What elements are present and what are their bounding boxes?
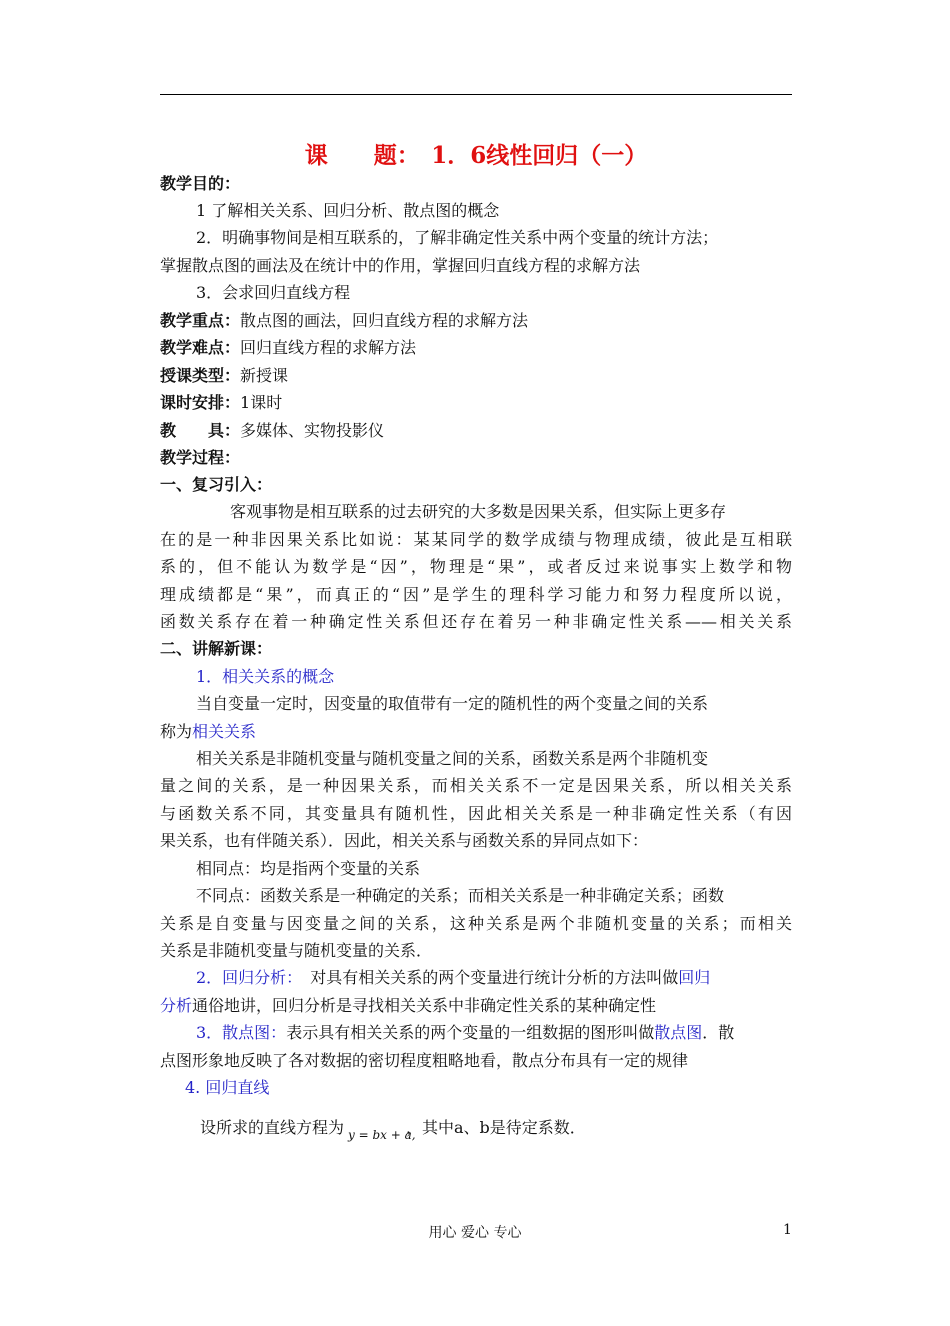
lesson-type-row <box>160 366 288 386</box>
explain-para-line: 果关系，也有伴随关系）．因此，相关关系与函数关系的异同点如下： <box>160 831 649 850</box>
definition-line: 当自变量一定时，因变量的取值带有一定的随机性的两个变量之间的关系 <box>196 694 709 713</box>
lesson-type-label: 授课类型： <box>160 366 241 385</box>
objective-1: 1 了解相关关系、回归分析、散点图的概念 <box>196 201 500 220</box>
explain-para-line: 量之间的关系，是一种因果关系，而相关关系不一定是因果关系，所以相关关系 <box>160 776 792 795</box>
review-para-line: 在的是一种非因果关系比如说：某某同学的数学成绩与物理成绩，彼此是互相联 <box>160 530 792 549</box>
objective-3: 3．会求回归直线方程 <box>196 283 351 302</box>
definition-line <box>160 722 256 742</box>
regression-analysis-line <box>196 968 710 988</box>
schedule-label: 课时安排： <box>160 393 241 412</box>
header-rule <box>160 94 792 95</box>
difference-line: 关系是自变量与因变量之间的关系，这种关系是两个非随机变量的关系；而相关 <box>160 914 792 933</box>
regression-analysis-text: 通俗地讲，回归分析是寻找相关关系中非确定性关系的某种确定性 <box>192 996 657 1015</box>
difference-line: 不同点：函数关系是一种确定的关系；而相关关系是一种非确定关系；函数 <box>196 886 725 905</box>
similarity-line: 相同点：均是指两个变量的关系 <box>196 859 421 878</box>
difference-line: 关系是非随机变量与随机变量的关系． <box>160 941 433 960</box>
regression-formula <box>344 1113 416 1142</box>
subsection-3-title: 3．散点图： <box>196 1023 287 1042</box>
subsection-2-title: 2．回归分析： <box>196 968 295 987</box>
term-analysis: 分析 <box>160 996 193 1015</box>
equation-text: 设所求的直线方程为 <box>200 1118 345 1137</box>
review-para-line: 系的，但不能认为数学是“因”，物理是“果”，或者反过来说事实上数学和物 <box>160 557 792 576</box>
equation-text-end: ，其中a、b是待定系数． <box>406 1118 586 1137</box>
scatter-text: 表示具有相关关系的两个变量的一组数据的图形叫做 <box>286 1023 655 1042</box>
schedule-row <box>160 393 282 413</box>
key-points-label: 教学重点： <box>160 311 241 330</box>
section-new-heading: 二、讲解新课： <box>160 639 273 658</box>
formula-text: y = bx + a, <box>348 1128 416 1142</box>
objectives-heading: 教学目的： <box>160 174 241 193</box>
difficulty-text: 回归直线方程的求解方法 <box>240 338 417 357</box>
equation-line <box>200 1113 586 1142</box>
tools-text: 多媒体、实物投影仪 <box>240 421 385 440</box>
review-para-line: 理成绩都是“果”，而真正的“因”是学生的理科学习能力和努力程度所以说， <box>160 585 792 604</box>
subsection-1-title: 1．相关关系的概念 <box>196 667 335 686</box>
section-review-heading: 一、复习引入： <box>160 475 273 494</box>
key-points-text: 散点图的画法，回归直线方程的求解方法 <box>240 311 529 330</box>
review-para-line: 客观事物是相互联系的过去研究的大多数是因果关系，但实际上更多存 <box>230 502 727 521</box>
objective-2: 2．明确事物间是相互联系的，了解非确定性关系中两个变量的统计方法； <box>196 228 719 247</box>
difficulty-row <box>160 338 416 358</box>
schedule-text: 1课时 <box>240 393 283 412</box>
difficulty-label: 教学难点： <box>160 338 241 357</box>
regression-analysis-line <box>160 996 656 1016</box>
explain-para-line: 相关关系是非随机变量与随机变量之间的关系，函数关系是两个非随机变 <box>196 749 709 768</box>
lesson-type-text: 新授课 <box>240 366 289 385</box>
tools-label: 教 具： <box>160 421 241 440</box>
footer-motto: 用心 爱心 专心 <box>428 1225 522 1241</box>
page-title: 课 题： 1．6线性回归（一） <box>304 142 648 169</box>
scatter-line <box>196 1023 734 1043</box>
scatter-text-end: ．散 <box>702 1023 735 1042</box>
key-points-row <box>160 311 528 331</box>
term-regression: 回归 <box>678 968 711 987</box>
explain-para-line: 与函数关系不同，其变量具有随机性，因此相关关系是一种非确定性关系（有因 <box>160 804 792 823</box>
tools-row <box>160 421 384 441</box>
page-number: 1 <box>783 1222 792 1238</box>
regression-analysis-text: 对具有相关关系的两个变量进行统计分析的方法叫做 <box>294 968 679 987</box>
process-heading: 教学过程： <box>160 448 241 467</box>
subsection-4-title: 4. 回归直线 <box>185 1078 270 1097</box>
term-correlation: 相关关系 <box>192 722 257 741</box>
term-scatter: 散点图 <box>654 1023 703 1042</box>
scatter-line: 点图形象地反映了各对数据的密切程度粗略地看，散点分布具有一定的规律 <box>160 1051 689 1070</box>
review-para-line: 函数关系存在着一种确定性关系但还存在着另一种非确定性关系——相关关系 <box>160 612 792 631</box>
objective-2-cont: 掌握散点图的画法及在统计中的作用，掌握回归直线方程的求解方法 <box>160 256 641 275</box>
definition-text: 称为 <box>160 722 193 741</box>
